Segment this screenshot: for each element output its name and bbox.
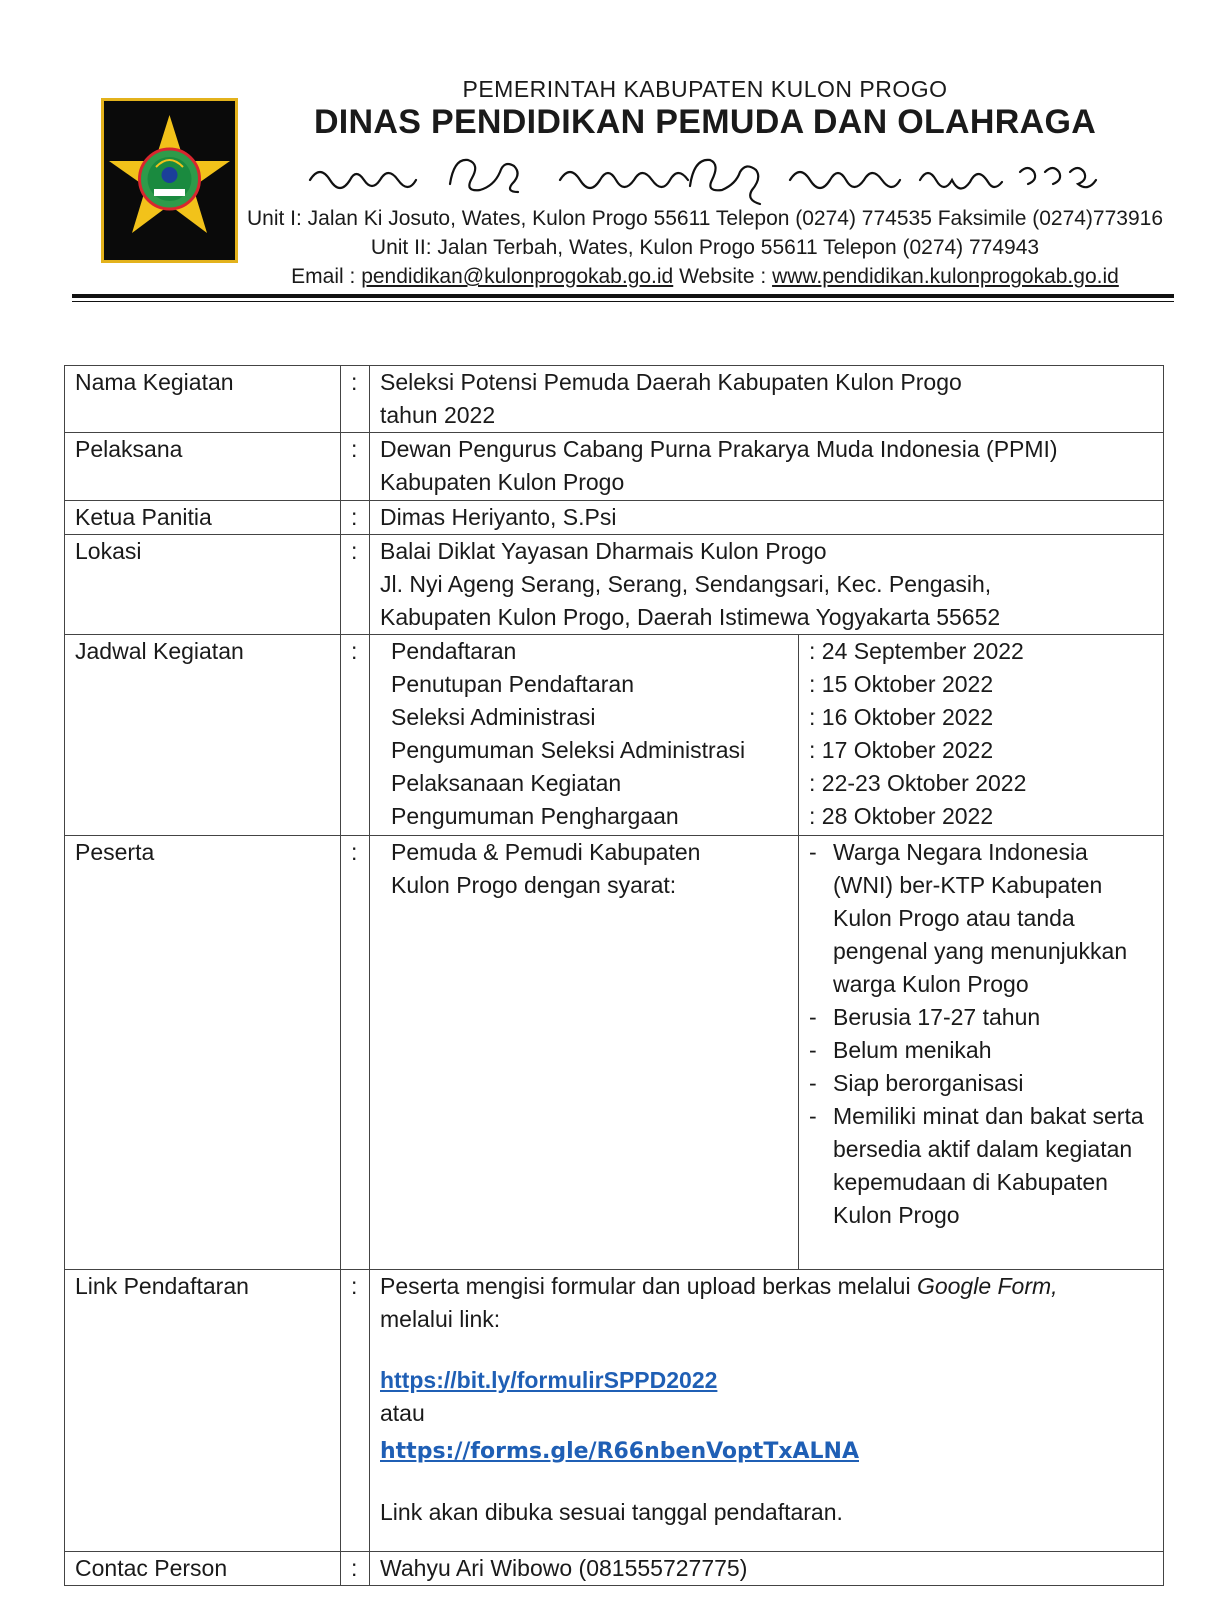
schedule-item-date: : 22-23 Oktober 2022 bbox=[809, 770, 1027, 796]
colon: : bbox=[341, 635, 370, 836]
value-lokasi bbox=[370, 535, 1164, 635]
row-peserta bbox=[65, 836, 1164, 1270]
schedule-item-name: Seleksi Administrasi bbox=[391, 704, 596, 730]
requirement-dash: - bbox=[809, 839, 817, 865]
requirement-item bbox=[809, 1067, 1153, 1100]
value-ketua-panitia: Dimas Heriyanto, S.Psi bbox=[370, 501, 1164, 535]
government-title: PEMERINTAH KABUPATEN KULON PROGO bbox=[462, 76, 948, 102]
row-lokasi bbox=[65, 535, 1164, 635]
google-forms-link[interactable]: https://forms.gle/R66nbenVoptTxALNA bbox=[380, 1439, 859, 1464]
requirement-dash: - bbox=[809, 1004, 817, 1030]
email-label: Email : bbox=[291, 265, 362, 288]
requirement-text: Belum menikah bbox=[833, 1037, 992, 1063]
requirement-text: Memiliki minat dan bakat serta bersedia aktif dalam kegiatan kepemudaan di Kabupaten Kulon Progo bbox=[833, 1103, 1144, 1228]
value-line: Dewan Pengurus Cabang Purna Prakarya Muda Indonesia (PPMI) bbox=[380, 436, 1058, 462]
event-info-table bbox=[64, 365, 1164, 1586]
requirement-dash: - bbox=[809, 1103, 817, 1129]
colon: : bbox=[341, 836, 370, 1270]
value-jadwal-kegiatan bbox=[370, 635, 1164, 836]
schedule-item-name: Pelaksanaan Kegiatan bbox=[391, 770, 622, 796]
link-instruction-text: Peserta mengisi formular dan upload berkas melalui bbox=[380, 1273, 917, 1299]
link-instruction-2: melalui link: bbox=[380, 1306, 501, 1332]
or-text: atau bbox=[380, 1400, 425, 1426]
row-contact-person bbox=[65, 1552, 1164, 1586]
value-line: Kabupaten Kulon Progo bbox=[380, 469, 625, 495]
peserta-requirements bbox=[799, 836, 1153, 1269]
value-link-pendaftaran bbox=[370, 1270, 1164, 1552]
schedule-item-name: Pengumuman Seleksi Administrasi bbox=[391, 737, 746, 763]
label-nama-kegiatan: Nama Kegiatan bbox=[65, 366, 341, 433]
schedule-item-name: Pengumuman Penghargaan bbox=[391, 803, 679, 829]
row-jadwal-kegiatan bbox=[65, 635, 1164, 836]
label-jadwal-kegiatan: Jadwal Kegiatan bbox=[65, 635, 341, 836]
label-ketua-panitia: Ketua Panitia bbox=[65, 501, 341, 535]
value-peserta bbox=[370, 836, 1164, 1270]
javanese-script-icon bbox=[300, 150, 1110, 206]
colon: : bbox=[341, 535, 370, 635]
schedule-names bbox=[380, 635, 799, 835]
schedule-item-date: : 15 Oktober 2022 bbox=[809, 671, 994, 697]
schedule-item-name: Pendaftaran bbox=[391, 638, 517, 664]
row-pelaksana bbox=[65, 433, 1164, 501]
peserta-intro-line: Kulon Progo dengan syarat: bbox=[391, 872, 677, 898]
bitly-link[interactable]: https://bit.ly/formulirSPPD2022 bbox=[380, 1367, 718, 1393]
schedule-item-date: : 16 Oktober 2022 bbox=[809, 704, 994, 730]
row-ketua-panitia bbox=[65, 501, 1164, 535]
agency-title: DINAS PENDIDIKAN PEMUDA DAN OLAHRAGA bbox=[313, 103, 1097, 141]
requirement-item bbox=[809, 836, 1153, 1001]
value-line: Seleksi Potensi Pemuda Daerah Kabupaten Kulon Progo bbox=[380, 369, 962, 395]
value-line: Jl. Nyi Ageng Serang, Serang, Sendangsari, Kec. Pengasih, bbox=[380, 571, 992, 597]
schedule-dates bbox=[799, 635, 1153, 835]
colon: : bbox=[341, 1552, 370, 1586]
colon: : bbox=[341, 366, 370, 433]
colon: : bbox=[341, 1270, 370, 1552]
colon: : bbox=[341, 433, 370, 501]
schedule-item-date: : 28 Oktober 2022 bbox=[809, 803, 994, 829]
label-lokasi: Lokasi bbox=[65, 535, 341, 635]
requirement-dash: - bbox=[809, 1070, 817, 1096]
schedule-item-name: Penutupan Pendaftaran bbox=[391, 671, 634, 697]
requirement-text: Warga Negara Indonesia (WNI) ber-KTP Kabupaten Kulon Progo atau tanda pengenal yang menunjukkan warga Kulon Progo bbox=[833, 839, 1128, 997]
requirement-text: Siap berorganisasi bbox=[833, 1070, 1024, 1096]
colon: : bbox=[341, 501, 370, 535]
schedule-item-date: : 17 Oktober 2022 bbox=[809, 737, 994, 763]
contact-line bbox=[240, 265, 1170, 289]
row-nama-kegiatan bbox=[65, 366, 1164, 433]
header-divider-thin bbox=[72, 301, 1174, 302]
link-note: Link akan dibuka sesuai tanggal pendaftaran. bbox=[380, 1499, 843, 1525]
header-divider-thick bbox=[72, 294, 1174, 298]
row-link-pendaftaran bbox=[65, 1270, 1164, 1552]
value-pelaksana bbox=[370, 433, 1164, 501]
label-contact-person: Contac Person bbox=[65, 1552, 341, 1586]
value-nama-kegiatan bbox=[370, 366, 1164, 433]
value-line: Kabupaten Kulon Progo, Daerah Istimewa Yogyakarta 55652 bbox=[380, 604, 1001, 630]
website-label: Website : bbox=[673, 265, 773, 288]
link-instruction bbox=[380, 1270, 1153, 1303]
peserta-intro-line: Pemuda & Pemudi Kabupaten bbox=[391, 839, 701, 865]
email-link[interactable]: pendidikan@kulonprogokab.go.id bbox=[361, 265, 674, 288]
requirement-item bbox=[809, 1001, 1153, 1034]
requirement-item bbox=[809, 1034, 1153, 1067]
requirement-text: Berusia 17-27 tahun bbox=[833, 1004, 1041, 1030]
peserta-intro bbox=[380, 836, 799, 1269]
requirement-dash: - bbox=[809, 1037, 817, 1063]
kulon-progo-emblem-icon bbox=[101, 98, 238, 263]
label-pelaksana: Pelaksana bbox=[65, 433, 341, 501]
address-unit-2: Unit II: Jalan Terbah, Wates, Kulon Progo 55611 Telepon (0274) 774943 bbox=[370, 236, 1040, 259]
requirement-item bbox=[809, 1100, 1153, 1232]
website-link[interactable]: www.pendidikan.kulonprogokab.go.id bbox=[772, 265, 1119, 288]
schedule-item-date: : 24 September 2022 bbox=[809, 638, 1024, 664]
value-line: Balai Diklat Yayasan Dharmais Kulon Progo bbox=[380, 538, 827, 564]
value-contact-person: Wahyu Ari Wibowo (081555727775) bbox=[370, 1552, 1164, 1586]
label-link-pendaftaran: Link Pendaftaran bbox=[65, 1270, 341, 1552]
label-peserta: Peserta bbox=[65, 836, 341, 1270]
address-unit-1: Unit I: Jalan Ki Josuto, Wates, Kulon Progo 55611 Telepon (0274) 774535 Faksimile (0274)773916 bbox=[246, 207, 1163, 230]
value-line: tahun 2022 bbox=[380, 402, 496, 428]
google-form-text: Google Form, bbox=[916, 1273, 1058, 1299]
